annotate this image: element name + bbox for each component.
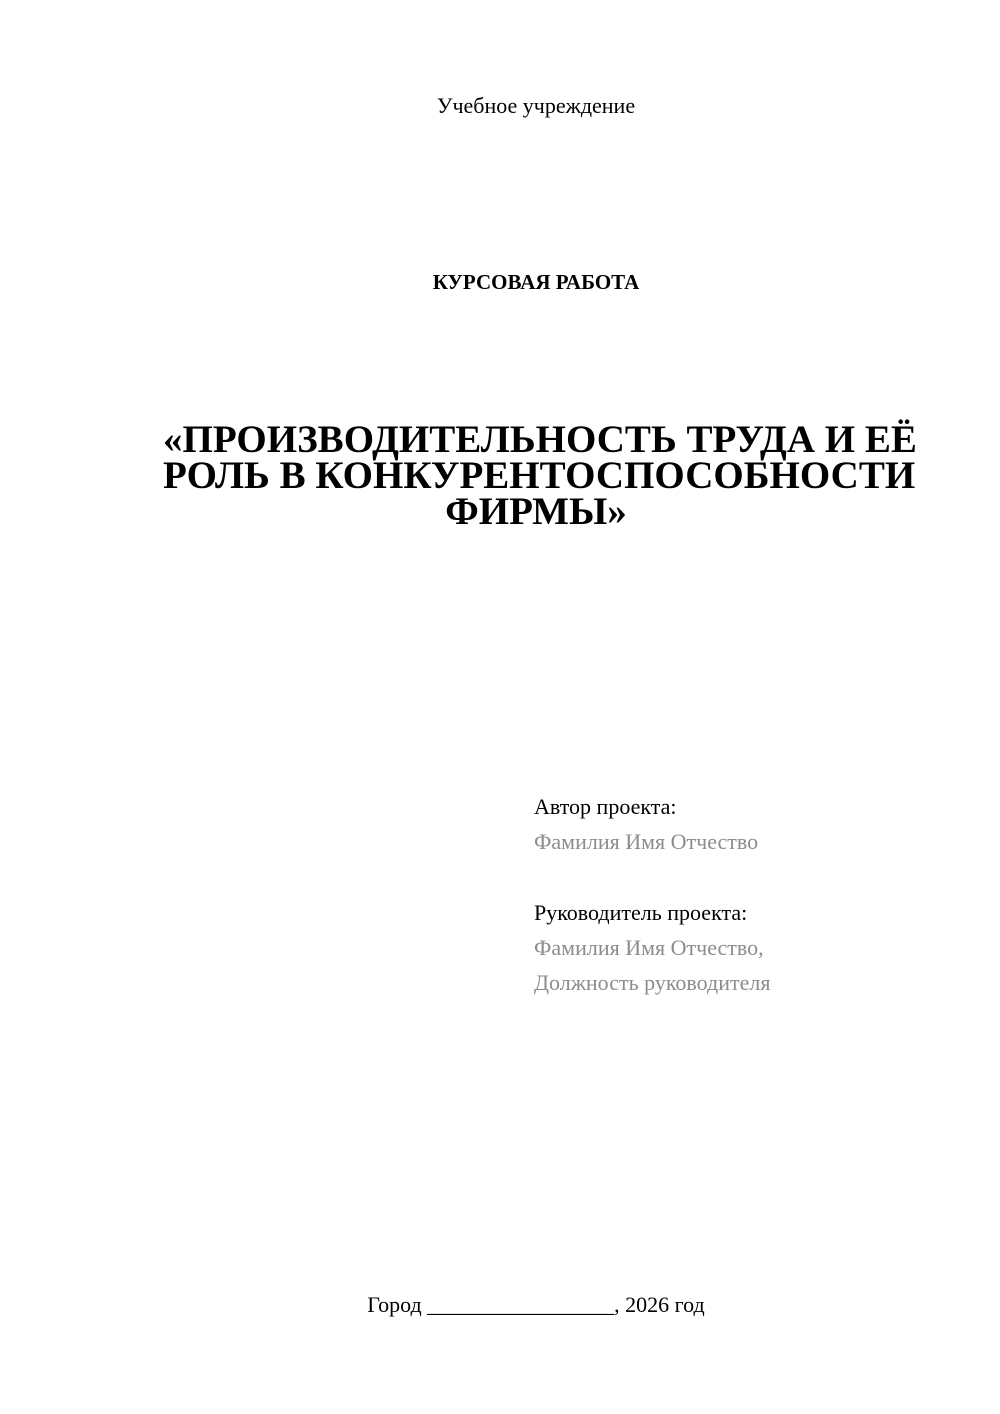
title-line-3: ФИРМЫ» [445, 490, 627, 533]
work-type-heading: КУРСОВАЯ РАБОТА [432, 270, 640, 294]
supervisor-position: Должность руководителя [534, 970, 771, 995]
supervisor-label: Руководитель проекта: [534, 900, 748, 925]
project-credits [534, 789, 954, 1000]
supervisor-name: Фамилия Имя Отчество, [534, 935, 764, 960]
title-line-2: РОЛЬ В КОНКУРЕНТОСПОСОБНОСТИ [163, 454, 916, 497]
author-label: Автор проекта: [534, 794, 677, 819]
institution-name: Учебное учреждение [436, 93, 636, 118]
credits-spacer [534, 859, 954, 895]
title-line-1: «ПРОИЗВОДИТЕЛЬНОСТЬ ТРУДА И ЕЁ [163, 418, 917, 461]
city-year-line: Город _________________, 2026 год [367, 1292, 705, 1317]
author-name: Фамилия Имя Отчество [534, 829, 759, 854]
document-title [163, 418, 917, 533]
